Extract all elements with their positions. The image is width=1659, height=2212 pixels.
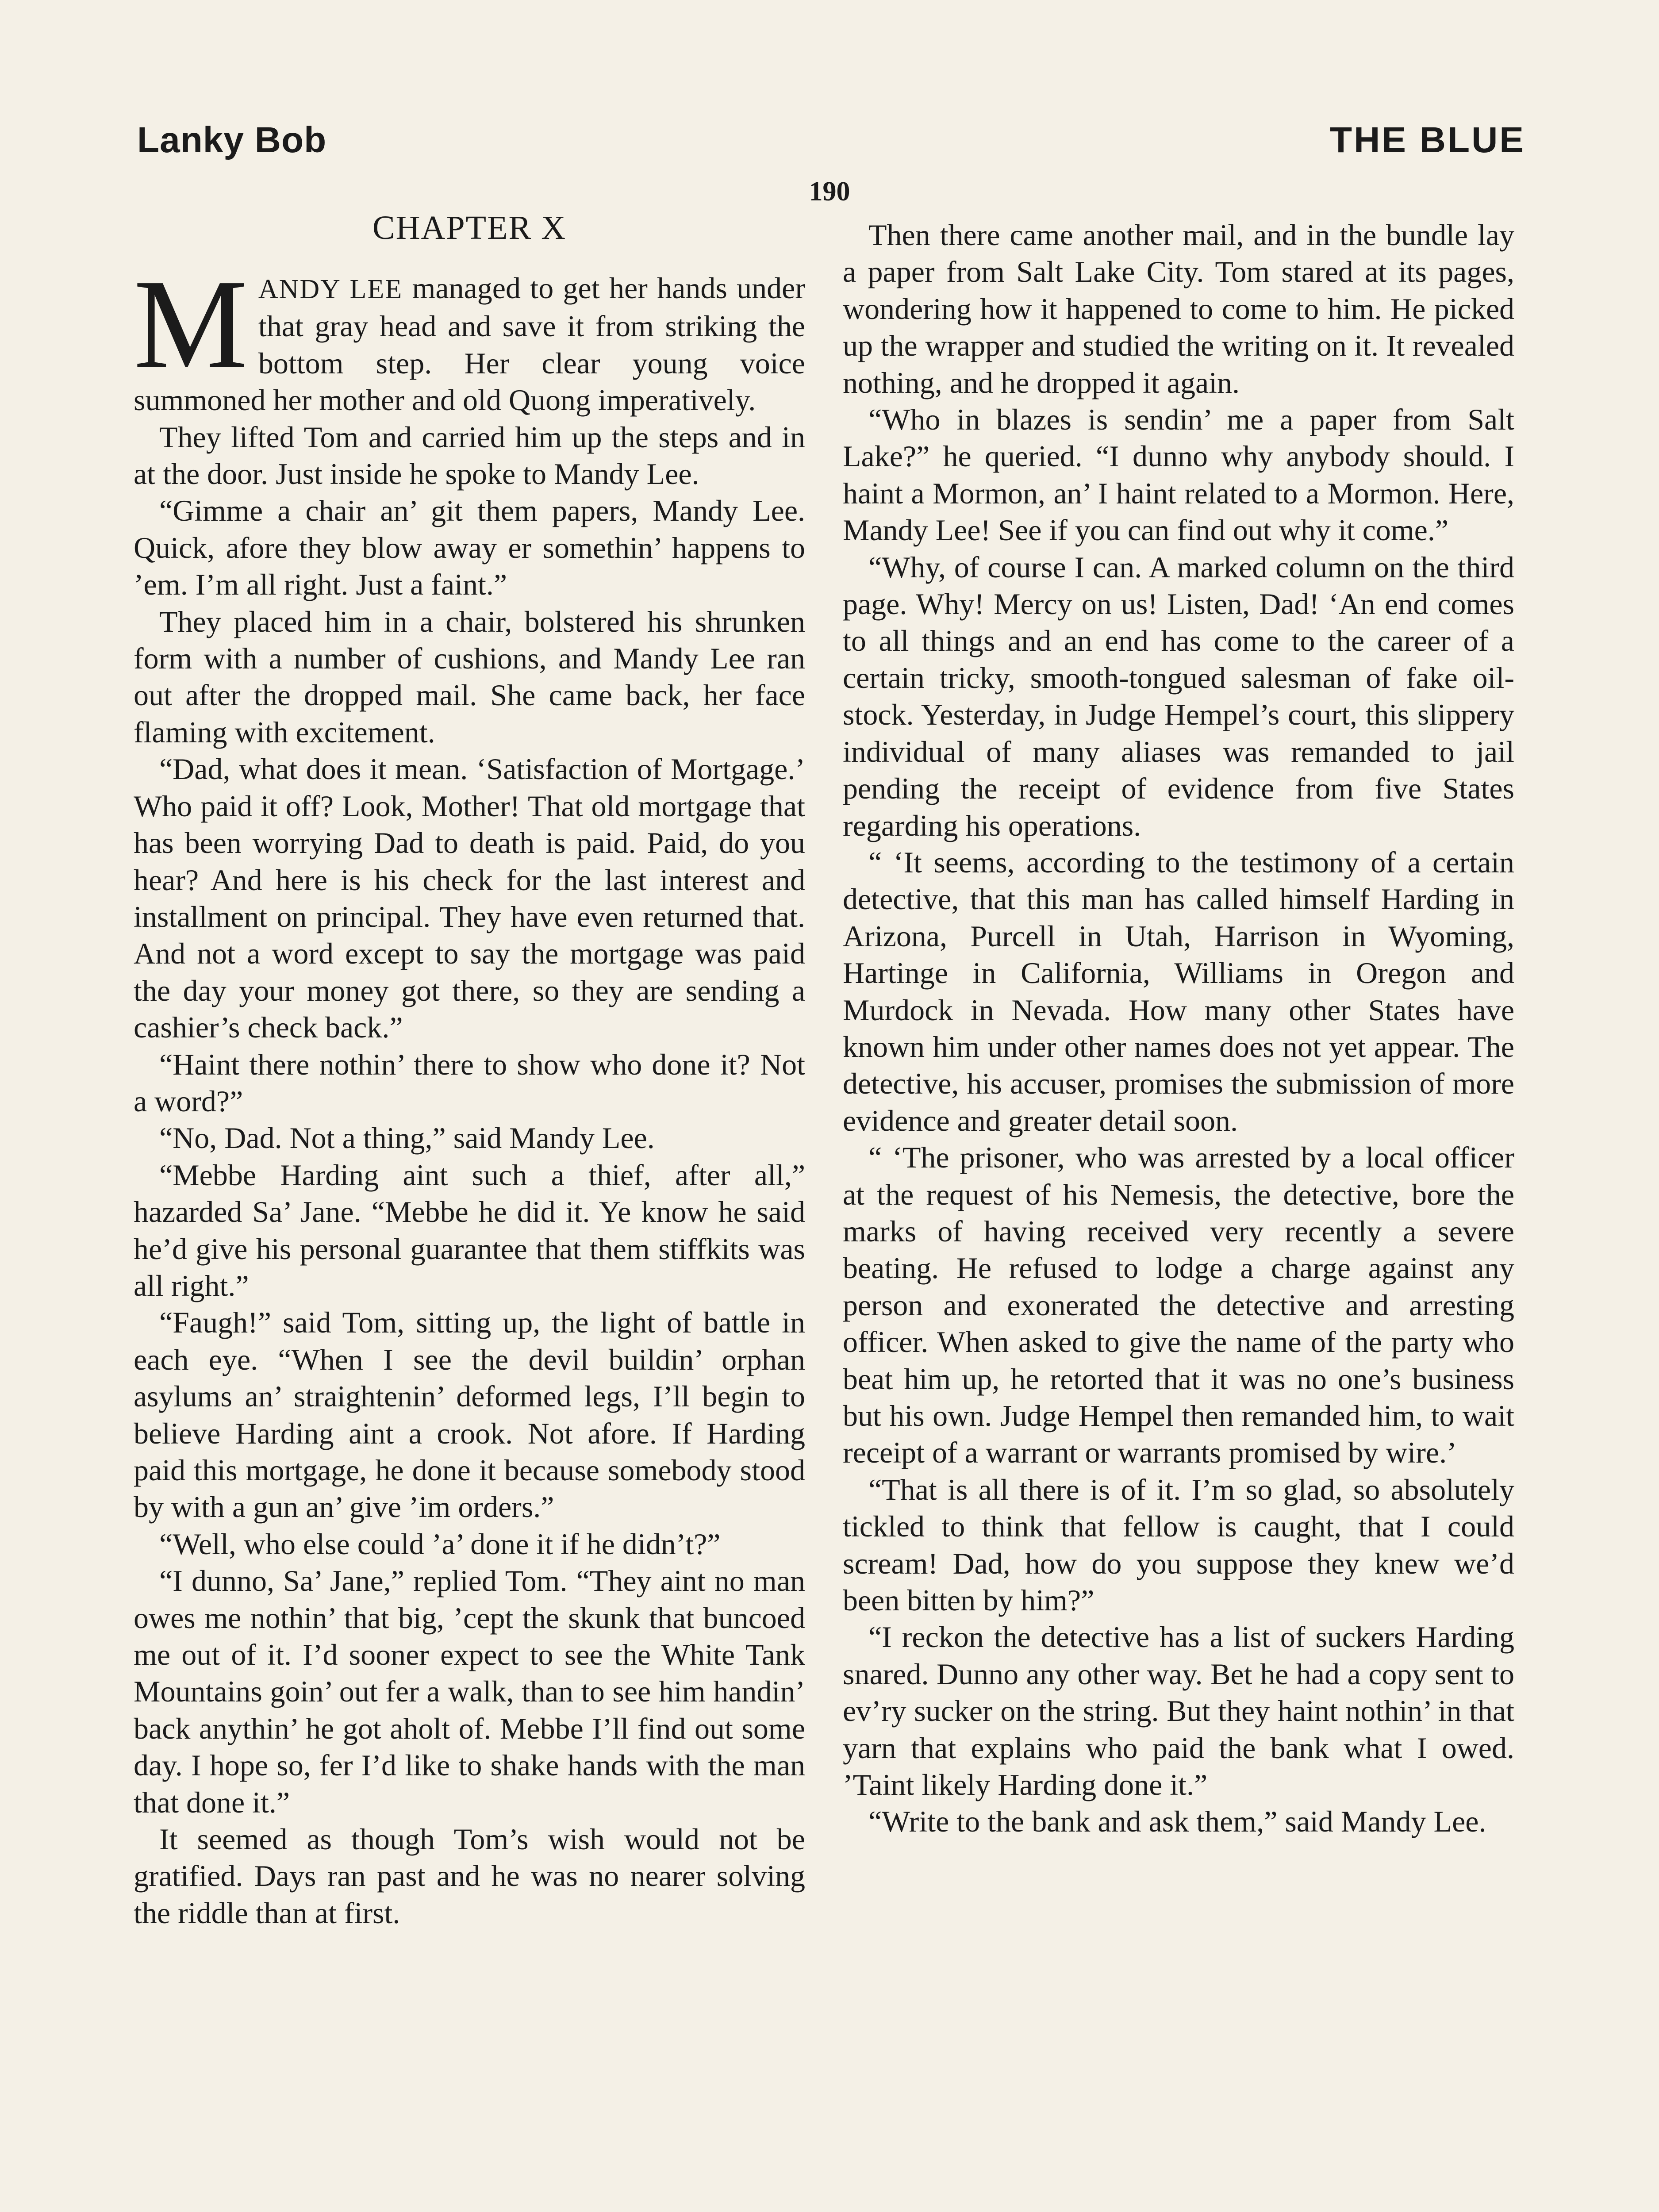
opening-small-caps: ANDY LEE: [258, 274, 403, 304]
paragraph: “Gimme a chair an’ git them papers, Mandy Lee. Quick, afore they blow away er somethin’ happens to ’em. I’m all right. Just a faint.”: [134, 494, 805, 602]
paragraph: “Write to the bank and ask them,” said Mandy Lee.: [868, 1805, 1486, 1839]
paragraph: “I dunno, Sa’ Jane,” replied Tom. “They aint no man owes me nothin’ that big, ’cept the skunk that buncoed me out of it. I’d sooner expect to see the White Tank Mountains goin’ out fer a walk, than to see him handin’ back anythin’ he got aholt of. Mebbe I’ll find out some day. I hope so, fer I’d like to shake hands with the man that done it.”: [134, 1564, 805, 1819]
paragraph: “ ‘The prisoner, who was arrested by a local officer at the request of his Nemesis, the detective, bore the marks of having received very recently a severe beating. He refused to lodge a charge against any person and exonerated the detective and arresting officer. When asked to give the name of the party who beat him up, he retorted that it was no one’s business but his own. Judge Hempel then remanded him, to wait receipt of a warrant or warrants promised by wire.’: [843, 1141, 1514, 1470]
paragraph: “Dad, what does it mean. ‘Satisfaction of Mortgage.’ Who paid it off? Look, Mother! That old mortgage that has been worrying Dad to death is paid. Paid, do you hear? And here is his check for the last interest and installment on principal. They have even returned that. And not a word except to say the mortgage was paid the day your money got there, so they are sending a cashier’s check back.”: [134, 752, 805, 1045]
drop-cap: M: [134, 253, 248, 395]
paragraph: It seemed as though Tom’s wish would not be gratified. Days ran past and he was no nearer solving the riddle than at first.: [134, 1822, 805, 1930]
opening-text: managed to get her hands under that gray head and save it from striking the bottom step. Her clear young voice summoned her mother and old Quong imperatively.: [134, 271, 805, 417]
paragraph: They placed him in a chair, bolstered his shrunken form with a number of cushions, and Mandy Lee ran out after the dropped mail. She came back, her face flaming with excitement.: [134, 604, 805, 749]
right-column: [843, 217, 1514, 1840]
running-head-title: Lanky Bob: [137, 120, 327, 160]
paragraph: “I reckon the detective has a list of suckers Harding snared. Dunno any other way. Bet he had a copy sent to ev’ry sucker on the string. But they haint nothin’ in that yarn that explains who paid the bank what I owed. ’Taint likely Harding done it.”: [843, 1620, 1514, 1802]
running-head-magazine: THE BLUE: [1330, 120, 1525, 160]
paragraph: “Haint there nothin’ there to show who done it? Not a word?”: [134, 1047, 805, 1118]
left-column: [134, 208, 805, 1932]
paragraph: “Well, who else could ’a’ done it if he didn’t?”: [159, 1527, 721, 1561]
paragraph: “Mebbe Harding aint such a thief, after all,” hazarded Sa’ Jane. “Mebbe he did it. Ye know he said he’d give his personal guarantee that them stiffkits was all right.”: [134, 1158, 805, 1302]
right-paragraphs: [843, 217, 1514, 1840]
page-number: 190: [809, 177, 850, 207]
paragraph: “Faugh!” said Tom, sitting up, the light of battle in each eye. “When I see the devil buildin’ orphan asylums an’ straightenin’ deformed legs, I’ll begin to believe Harding aint a crook. Not afore. If Harding paid this mortgage, he done it because somebody stood by with a gun an’ give ’im orders.”: [134, 1306, 805, 1524]
paragraph: “No, Dad. Not a thing,” said Mandy Lee.: [159, 1121, 655, 1155]
chapter-heading: CHAPTER X: [372, 209, 567, 246]
paragraph: “Who in blazes is sendin’ me a paper from Salt Lake?” he queried. “I dunno why anybody should. I haint a Mormon, an’ I haint related to a Mormon. Here, Mandy Lee! See if you can find out why it come.”: [843, 403, 1514, 547]
opening-paragraph: [134, 253, 805, 419]
paragraph: “That is all there is of it. I’m so glad, so absolutely tickled to think that fellow is caught, that I could scream! Dad, how do you suppose they knew we’d been bitten by him?”: [843, 1472, 1514, 1617]
paragraph: “Why, of course I can. A marked column on the third page. Why! Mercy on us! Listen, Dad! ‘An end comes to all things and an end has come to the career of a certain tricky, smooth-tongued salesman of fake oil-stock. Yesterday, in Judge Hempel’s court, this slippery individual of many aliases was remanded to jail pending the receipt of evidence from five States regarding his operations.: [843, 550, 1514, 842]
paragraph: “ ‘It seems, according to the testimony of a certain detective, that this man has called himself Harding in Arizona, Purcell in Utah, Harrison in Wyoming, Hartinge in California, Williams in Oregon and Murdock in Nevada. How many other States have known him under other names does not yet appear. The detective, his accuser, promises the submission of more evidence and greater detail soon.: [843, 845, 1514, 1137]
paragraph: They lifted Tom and carried him up the steps and in at the door. Just inside he spoke to Mandy Lee.: [134, 420, 805, 491]
left-paragraphs: [134, 419, 805, 1932]
paragraph: Then there came another mail, and in the bundle lay a paper from Salt Lake City. Tom stared at its pages, wondering how it happened to come to him. He picked up the wrapper and studied the writing on it. It revealed nothing, and he dropped it again.: [843, 218, 1514, 399]
